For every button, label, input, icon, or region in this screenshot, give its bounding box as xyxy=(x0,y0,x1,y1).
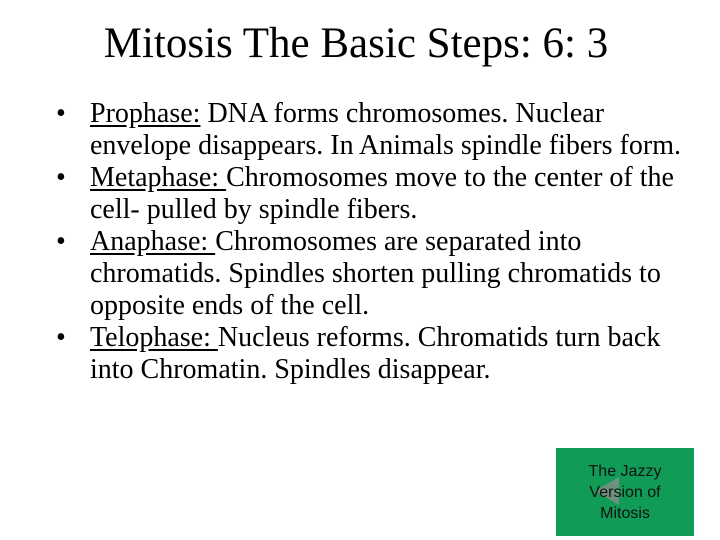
bullet-item-metaphase xyxy=(56,162,696,226)
bullet-marker: • xyxy=(56,322,66,353)
bullet-text-prophase: DNA forms chromosomes. Nuclear envelope disappears. In Animals spindle fibers form. xyxy=(90,98,681,161)
bullet-term-metaphase: Metaphase: xyxy=(90,162,227,193)
bullet-term-telophase: Telophase: xyxy=(90,322,218,353)
bullet-term-anaphase: Anaphase: xyxy=(90,226,216,257)
bullet-text-anaphase: Chromosomes are separated into chromatids. Spindles shorten pulling chromatids to opposite ends of the cell. xyxy=(90,226,661,321)
bullet-marker: • xyxy=(56,98,66,129)
slide-title: Mitosis The Basic Steps: 6: 3 xyxy=(103,20,609,67)
bullet-text-metaphase: Chromosomes move to the center of the cell- pulled by spindle fibers. xyxy=(90,162,674,225)
jazzy-link-line-2: Version of xyxy=(589,483,661,501)
bullet-item-telophase xyxy=(56,322,696,386)
bullet-item-prophase xyxy=(56,98,696,162)
bullet-item-anaphase xyxy=(56,226,696,322)
jazzy-link-line-3: Mitosis xyxy=(600,504,650,522)
bullet-marker: • xyxy=(56,162,66,193)
bullet-list xyxy=(56,98,696,386)
bullet-text-telophase: Nucleus reforms. Chromatids turn back into Chromatin. Spindles disappear. xyxy=(90,322,661,385)
bullet-marker: • xyxy=(56,226,66,257)
bullet-term-prophase: Prophase: xyxy=(90,98,201,129)
jazzy-mitosis-link-button[interactable] xyxy=(556,448,694,536)
jazzy-link-line-1: The Jazzy xyxy=(588,462,662,480)
